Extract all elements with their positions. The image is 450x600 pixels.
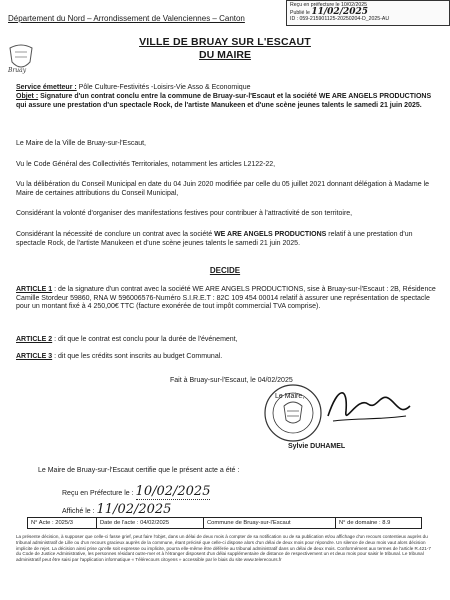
handwritten-signature [318, 376, 418, 436]
article-1 [16, 286, 436, 312]
objet-label: Objet : [16, 93, 39, 100]
received-row [62, 484, 210, 500]
posted-row [62, 502, 171, 518]
service-label: Service émetteur : [16, 84, 77, 91]
article-2 [16, 336, 436, 345]
article-3-text: : dit que les crédits sont inscrits au budget Communal. [54, 353, 223, 360]
p5-end: relatif à une prestation d'un spectacle Rock, de l'artiste Manukeen et d'une scène jeunes talents le samedi 21 juin 2025. [16, 231, 413, 247]
logo-text: Bruay [8, 67, 27, 74]
paragraph-considering-1: Considérant la volonté d'organiser des manifestations festives pour contribuer à l'attractivité de son territoire, [16, 210, 353, 217]
mayor-name: Sylvie DUHAMEL [288, 443, 346, 450]
signature-role: Le Maire, [275, 393, 305, 400]
article-1-label: ARTICLE 1 [16, 286, 53, 293]
paragraph-deliberation: Vu la délibération du Conseil Municipal en date du 04 Juin 2020 modifiée par celle du 05 juillet 2021 donnant délégation à Madame le Maire de certaines attributions du Conseil Municipal, [16, 181, 430, 197]
place-date: Fait à Bruay-sur-l'Escaut, le 04/02/2025 [170, 377, 293, 384]
p5-start: Considérant la nécessité de conclure un contrat avec la société [16, 231, 215, 238]
article-2-label: ARTICLE 2 [16, 336, 53, 343]
paragraph-code: Vu le Code Général des Collectivités Territoriales, notamment les articles L2122-22, [16, 161, 276, 168]
posted-label: Affiché le : [62, 508, 95, 515]
paragraph-mayor: Le Maire de la Ville de Bruay-sur-l'Escaut, [16, 140, 146, 147]
objet-line [16, 93, 436, 110]
ref-commune: Commune de Bruay-sur-l'Escaut [204, 518, 336, 528]
service-value: Pôle Culture-Festivités -Loisirs-Vie Asso & Economique [78, 84, 251, 91]
prefecture-stamp [286, 0, 450, 26]
article-1-text: : de la signature d'un contrat avec la société WE ARE ANGELS PRODUCTIONS, sise à Bruay-sur-l'Escaut : 2B, Résidence Camille Stordeur 59860, RNA W 596006576-Numéro S.I.R.E.T : 82C 109 454 00014 relatif à assurer une représentation de spectacle pour un montant fixé à 4 250,00€ TTC (facture exonérée de tout impôt commercial TVA comprise). [16, 286, 436, 311]
legal-notice: La présente décision, à supposer que celle-ci fasse grief, peut faire l'objet, dans un délai de deux mois à compter de sa notification ou de sa publication et/ou affichage d'un recours contentieux auprès du tribunal administratif de Lille ou d'un recours gracieux auprès de la commune, étant précisé que celle-ci dispose alors d'un délai de deux mois pour répondre. Un silence de deux mois vaut alors décision implicite de rejet. La décision ainsi prise qu'elle soit expresse ou implicite, pourra elle-même être déférée au tribunal administratif dans un délai de deux mois. Conformément aux termes de l'article R.421-7 du Code de Justice Administrative, les personnes résidant outre-mer et à l'étranger disposent d'un délai supplémentaire de distance de respectivement un et deux mois pour saisir le tribunal. Le tribunal administratif peut être saisi par l'application informatique « Télérecours citoyens » accessible par le biais du site www.telerecours.fr [16, 534, 431, 563]
ref-acte: N° Acte : 2025/3 [28, 518, 97, 528]
reference-table [27, 517, 422, 529]
ref-date: Date de l'acte : 04/02/2025 [97, 518, 204, 528]
department-header: Département du Nord – Arrondissement de Valenciennes – Canton [8, 14, 245, 23]
ref-domaine: N° de domaine : 8.9 [339, 520, 391, 526]
p5-company: WE ARE ANGELS PRODUCTIONS [214, 231, 327, 238]
stamp-id: ID : 059-215901125-20250204-D_2025-AU [290, 16, 390, 23]
city-seal-icon [262, 382, 324, 444]
service-line [16, 84, 436, 93]
article-3-label: ARTICLE 3 [16, 353, 53, 360]
received-date: 10/02/2025 [135, 484, 211, 499]
objet-value: Signature d'un contrat conclu entre la commune de Bruay-sur-l'Escaut et la société WE ARE ANGELS PRODUCTIONS qui assure une prestation d'un spectacle Rock, de l'artiste Manukeen et d'une scène jeunes talents le samedi 21 juin 2025. [16, 93, 432, 109]
received-label: Reçu en Préfecture le : [62, 490, 134, 497]
paragraph-considering-2 [16, 231, 436, 248]
stamp-received: Reçu en préfecture le 10/02/2025 [290, 2, 368, 8]
stamp-published-label: Publié le [290, 9, 310, 16]
stamp-published-value: 11/02/2025 [311, 6, 369, 17]
decide-heading: DECIDE [209, 266, 241, 275]
stamp-published-row [290, 6, 446, 17]
article-2-text: : dit que le contrat est conclu pour la durée de l'événement, [54, 336, 238, 343]
certification-text: Le Maire de Bruay-sur-l'Escaut certifie que le présent acte a été : [38, 467, 240, 474]
article-3 [16, 353, 436, 362]
posted-date: 11/02/2025 [96, 502, 172, 517]
city-title: VILLE DE BRUAY SUR L'ESCAUT [139, 36, 311, 48]
mayor-title: DU MAIRE [199, 49, 251, 61]
